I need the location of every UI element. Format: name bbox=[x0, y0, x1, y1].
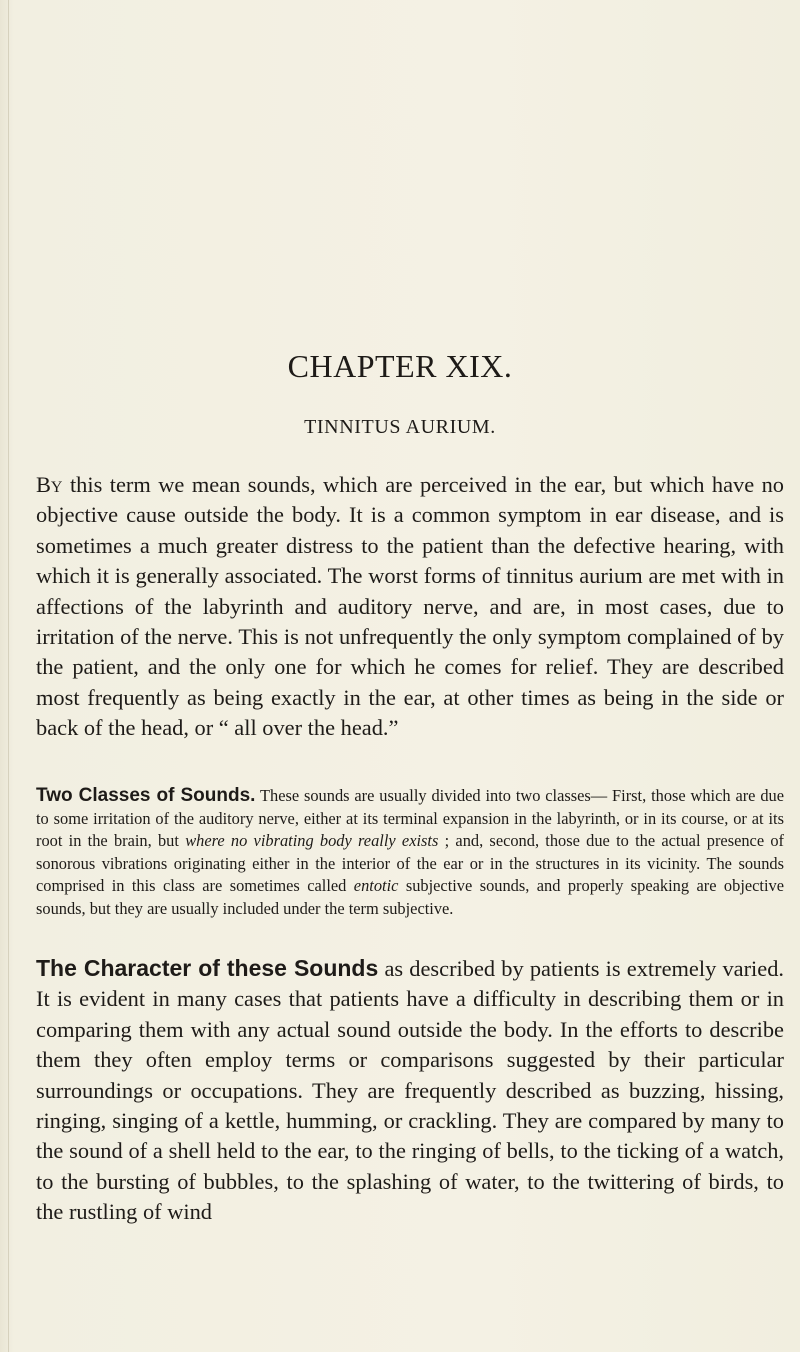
intro-text: this term we mean sounds, which are perceived in the ear, but which have no objective cause outside the body. It is a common symptom in ear disease, and is sometimes a much greater distress to the patient than the defective hearing, with which it is generally associated. The worst forms of tinnitus aurium are met with in affections of the labyrinth and auditory nerve, and are, in most cases, due to irritation of the nerve. This is not unfrequently the only symptom complained of by the patient, and the only one for which he comes for relief. They are described most frequently as being exactly in the ear, at other times as being in the side or back of the head, or “ all over the head.” bbox=[36, 472, 784, 741]
classes-italic-a: where no vibrating body really exists bbox=[185, 831, 439, 851]
character-text: as described by patients is extremely varied. It is evident in many cases that patients have a difficulty in describing them or in comparing them with any actual sound outside the body. In the efforts to describe them they often employ terms or comparisons suggested by their particular surroundings or occupations. They are frequently described as buzzing, hissing, ringing, singing of a kettle, humming, or crackling. They are compared by many to the sound of a shell held to the ear, to the ringing of bells, to the ticking of a watch, to the bursting of bubbles, to the splashing of water, to the twittering of birds, to the rustling of wind bbox=[36, 956, 784, 1225]
classes-italic-b: entotic bbox=[353, 876, 399, 896]
classes-heading: Two Classes of Sounds. bbox=[36, 785, 256, 806]
page-edge bbox=[8, 0, 9, 1352]
character-heading: The Character of these Sounds bbox=[36, 955, 379, 981]
intro-dropcap: By bbox=[36, 472, 63, 497]
classes-paragraph bbox=[36, 785, 784, 921]
character-paragraph bbox=[36, 953, 784, 1228]
chapter-title: CHAPTER XIX. bbox=[287, 348, 513, 384]
chapter-subtitle: TINNITUS AURIUM. bbox=[304, 416, 496, 438]
intro-paragraph bbox=[36, 470, 784, 744]
classes-text-a: These sounds are usually divided into two classes— First, those which are due to some irritation of the auditory nerve, either at its terminal expansion in the labyrinth, or in its course, or at its root in the brain, but bbox=[36, 786, 784, 851]
classes-text-c: subjective sounds, and properly speaking are objective sounds, but they are usually included under the term subjective. bbox=[36, 876, 785, 918]
classes-text-b: ; and, second, those due to the actual presence of sonorous vibrations originating either in the interior of the ear or in the structures in its vicinity. The sounds comprised in this class are sometimes called bbox=[36, 831, 785, 896]
